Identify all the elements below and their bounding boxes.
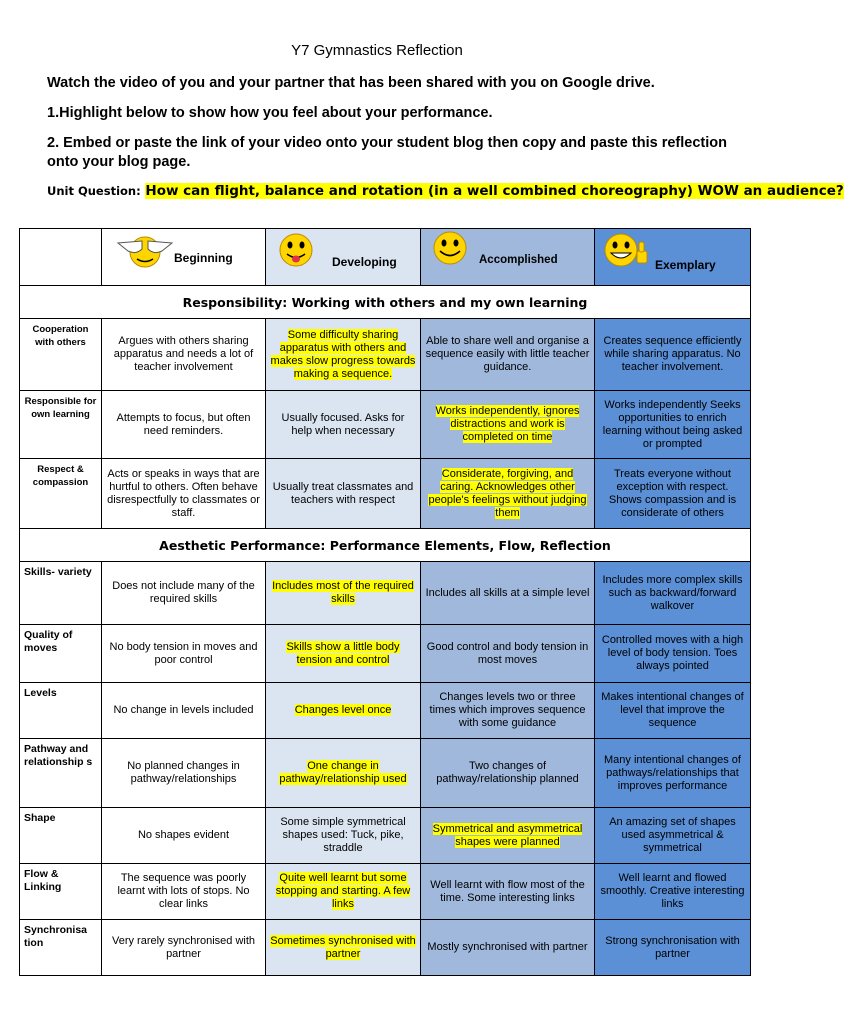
section-heading-row <box>20 529 751 562</box>
level-label-accomplished: Accomplished <box>479 254 558 266</box>
rubric-cell-developing[interactable] <box>266 920 421 976</box>
descriptor-text: An amazing set of shapes used asymmetrical & symmetrical <box>609 816 736 854</box>
rubric-cell-beginning[interactable] <box>102 391 266 459</box>
descriptor-text: Makes intentional changes of level that improve the sequence <box>601 691 744 729</box>
rubric-cell-developing[interactable] <box>266 808 421 864</box>
rubric-row <box>20 319 751 391</box>
rubric-cell-developing[interactable] <box>266 459 421 529</box>
level-label-exemplary: Exemplary <box>655 258 716 272</box>
descriptor-text: Argues with others sharing apparatus and needs a lot of teacher involvement <box>113 335 254 373</box>
descriptor-text: Some difficulty sharing apparatus with others and makes slow progress towards making a sequence. <box>270 328 416 380</box>
sunglasses-smiley-icon <box>112 231 178 269</box>
descriptor-text: Includes more complex skills such as backward/forward walkover <box>602 573 743 612</box>
descriptor-text: Usually focused. Asks for help when necessary <box>281 411 405 437</box>
descriptor-text: Changes levels two or three times which improves sequence with some guidance <box>429 691 586 729</box>
rubric-row <box>20 459 751 529</box>
tongue-out-smiley-icon <box>276 231 316 269</box>
descriptor-text: Controlled moves with a high level of body tension. Toes always pointed <box>601 634 744 672</box>
header-accomplished <box>421 229 595 286</box>
descriptor-text: Attempts to focus, but often need reminders. <box>116 411 251 437</box>
instruction-3: 2. Embed or paste the link of your video onto your student blog then copy and paste this reflection onto your blog page. <box>47 135 727 170</box>
descriptor-text: Able to share well and organise a sequence easily with little teacher guidance. <box>425 335 590 373</box>
rubric-cell-developing[interactable] <box>266 683 421 739</box>
rubric-cell-beginning[interactable] <box>102 625 266 683</box>
header-exemplary <box>595 229 751 286</box>
descriptor-text: Two changes of pathway/relationship planned <box>436 760 579 785</box>
descriptor-text: Symmetrical and asymmetrical shapes were planned <box>432 822 583 848</box>
page-title: Y7 Gymnastics Reflection <box>291 42 463 59</box>
level-label-beginning: Beginning <box>174 251 233 265</box>
descriptor-text: No shapes evident <box>137 829 230 841</box>
thumbs-up-smiley-icon <box>601 231 651 271</box>
descriptor-text: Skills show a little body tension and control <box>286 640 400 666</box>
rubric-cell-exemplary[interactable] <box>595 864 751 920</box>
rubric-cell-exemplary[interactable] <box>595 808 751 864</box>
descriptor-text: No body tension in moves and poor control <box>109 640 258 666</box>
rubric-cell-beginning[interactable] <box>102 319 266 391</box>
rubric-cell-developing[interactable] <box>266 625 421 683</box>
rubric-cell-accomplished[interactable] <box>421 808 595 864</box>
rubric-row <box>20 391 751 459</box>
unit-question-text: How can flight, balance and rotation (in a well combined choreography) WOW an audience? <box>145 183 844 199</box>
descriptor-text: No change in levels included <box>113 704 254 716</box>
rubric-row <box>20 625 751 683</box>
rubric-cell-beginning[interactable] <box>102 683 266 739</box>
descriptor-text: Quite well learnt but some stopping and starting. A few links <box>275 872 411 910</box>
rubric-cell-exemplary[interactable] <box>595 319 751 391</box>
descriptor-text: Many intentional changes of pathways/relationships that improves performance <box>604 753 741 792</box>
rubric-cell-exemplary[interactable] <box>595 391 751 459</box>
rubric-cell-accomplished[interactable] <box>421 459 595 529</box>
rubric-cell-developing[interactable] <box>266 319 421 391</box>
rubric-cell-beginning[interactable] <box>102 562 266 625</box>
header-developing <box>266 229 421 286</box>
descriptor-text: Sometimes synchronised with partner <box>270 934 416 960</box>
descriptor-text: Acts or speaks in ways that are hurtful to others. Often behave disrespectfully to classmates or staff. <box>107 467 260 519</box>
descriptor-text: Strong synchronisation with partner <box>605 934 740 960</box>
descriptor-text: Treats everyone without exception with respect. Shows compassion and is considerate of others <box>608 467 737 519</box>
descriptor-text: Works independently, ignores distractions and work is completed on time <box>435 405 580 443</box>
rubric-cell-exemplary[interactable] <box>595 625 751 683</box>
descriptor-text: One change in pathway/relationship used <box>279 760 407 785</box>
descriptor-text: Includes all skills at a simple level <box>425 586 590 599</box>
criterion-label: Pathway and relationship s <box>20 739 102 808</box>
rubric-row <box>20 808 751 864</box>
rubric-row <box>20 683 751 739</box>
rubric-row <box>20 920 751 976</box>
criterion-label: Shape <box>20 808 102 864</box>
rubric-cell-developing[interactable] <box>266 864 421 920</box>
descriptor-text: Changes level once <box>294 704 392 716</box>
rubric-cell-exemplary[interactable] <box>595 739 751 808</box>
rubric-cell-accomplished[interactable] <box>421 864 595 920</box>
rubric-cell-exemplary[interactable] <box>595 562 751 625</box>
rubric-table <box>19 228 751 976</box>
criterion-label: Skills- variety <box>20 562 102 625</box>
instruction-1: Watch the video of you and your partner that has been shared with you on Google drive. <box>47 75 655 91</box>
rubric-header-row <box>20 229 751 286</box>
descriptor-text: Some simple symmetrical shapes used: Tuck, pike, straddle <box>280 816 406 854</box>
descriptor-text: Works independently Seeks opportunities to enrich learning without being asked or prompted <box>602 398 743 450</box>
criterion-label: Synchronisa tion <box>20 920 102 976</box>
descriptor-text: Considerate, forgiving, and caring. Acknowledges other people's feelings without judging them <box>428 467 587 519</box>
rubric-cell-accomplished[interactable] <box>421 920 595 976</box>
section-heading: Aesthetic Performance: Performance Elements, Flow, Reflection <box>20 529 751 562</box>
rubric-row <box>20 562 751 625</box>
rubric-cell-accomplished[interactable] <box>421 391 595 459</box>
descriptor-text: Good control and body tension in most moves <box>426 640 589 666</box>
descriptor-text: Does not include many of the required skills <box>112 580 255 605</box>
unit-question-label: Unit Question: <box>47 184 141 198</box>
descriptor-text: Includes most of the required skills <box>272 580 414 605</box>
criterion-label: Flow & Linking <box>20 864 102 920</box>
rubric-cell-exemplary[interactable] <box>595 459 751 529</box>
rubric-cell-beginning[interactable] <box>102 739 266 808</box>
descriptor-text: Well learnt with flow most of the time. Some interesting links <box>430 878 585 904</box>
rubric-cell-beginning[interactable] <box>102 864 266 920</box>
rubric-row <box>20 864 751 920</box>
happy-smiley-icon <box>429 230 471 266</box>
rubric-cell-accomplished[interactable] <box>421 739 595 808</box>
instruction-2: 1.Highlight below to show how you feel about your performance. <box>47 105 493 121</box>
criterion-label: Levels <box>20 683 102 739</box>
rubric-cell-beginning[interactable] <box>102 459 266 529</box>
rubric-cell-developing[interactable] <box>266 739 421 808</box>
rubric-cell-exemplary[interactable] <box>595 683 751 739</box>
descriptor-text: The sequence was poorly learnt with lots of stops. No clear links <box>117 872 250 910</box>
criterion-label: Respect & compassion <box>20 459 102 529</box>
rubric-cell-accomplished[interactable] <box>421 683 595 739</box>
descriptor-text: Mostly synchronised with partner <box>427 941 588 953</box>
rubric-cell-developing[interactable] <box>266 391 421 459</box>
unit-question <box>47 183 844 199</box>
descriptor-text: No planned changes in pathway/relationships <box>127 760 240 785</box>
section-heading-row <box>20 286 751 319</box>
criterion-label: Cooperation with others <box>20 319 102 391</box>
descriptor-text: Usually treat classmates and teachers with respect <box>272 480 414 506</box>
rubric-cell-beginning[interactable] <box>102 808 266 864</box>
descriptor-text: Very rarely synchronised with partner <box>111 934 256 960</box>
section-heading: Responsibility: Working with others and my own learning <box>20 286 751 319</box>
rubric-cell-accomplished[interactable] <box>421 562 595 625</box>
rubric-cell-developing[interactable] <box>266 562 421 625</box>
descriptor-text: Creates sequence efficiently while sharing apparatus. No teacher involvement. <box>603 335 742 373</box>
rubric-cell-accomplished[interactable] <box>421 319 595 391</box>
level-label-developing: Developing <box>332 255 397 269</box>
criterion-label: Quality of moves <box>20 625 102 683</box>
rubric-cell-beginning[interactable] <box>102 920 266 976</box>
criterion-label: Responsible for own learning <box>20 391 102 459</box>
rubric-cell-accomplished[interactable] <box>421 625 595 683</box>
header-beginning <box>102 229 266 286</box>
rubric-cell-exemplary[interactable] <box>595 920 751 976</box>
rubric-row <box>20 739 751 808</box>
header-blank-cell <box>20 229 102 286</box>
descriptor-text: Well learnt and flowed smoothly. Creative interesting links <box>600 872 745 910</box>
